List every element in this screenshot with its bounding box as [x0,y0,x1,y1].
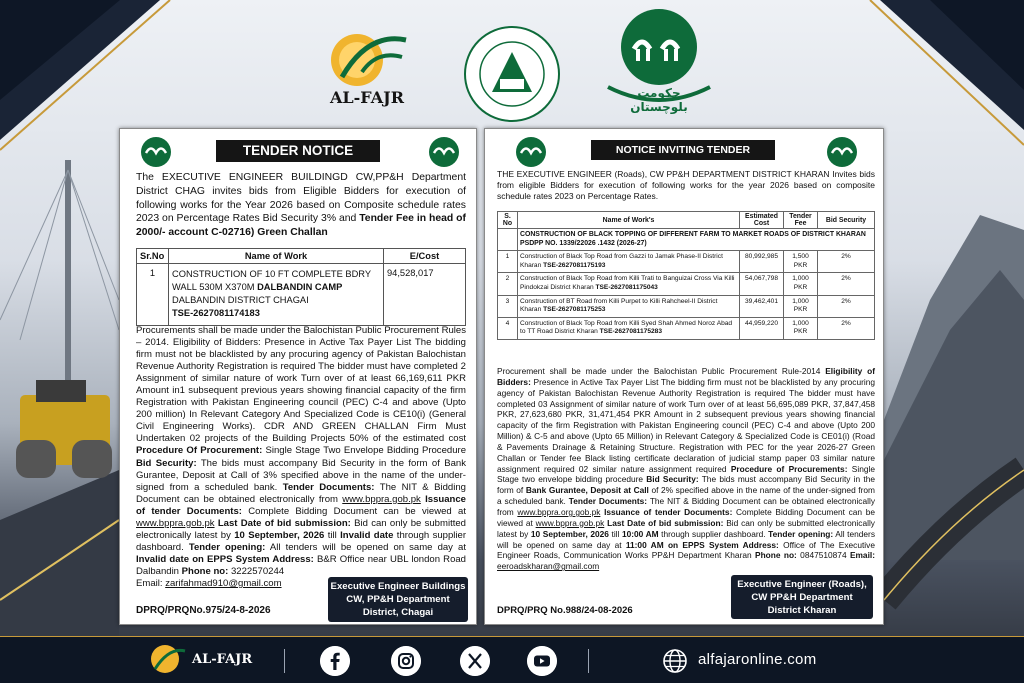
bppra-link[interactable]: www.bppra.org.gob.pk [517,506,601,517]
email-link[interactable]: eeroadskharan@gmail.com [497,561,600,572]
bppra-link[interactable]: www.bppra.gob.pk [342,493,421,505]
balochistan-seal-right-icon [822,135,862,171]
notice2-signature: Executive Engineer (Roads), CW PP&H Department District Kharan [731,575,873,619]
notice2-body: Procurement shall be made under the Balochistan Public Procurement Rule-2014 Eligibility of Bidders: Presence in Active Tax Payer List The bidding firm must not be blacklisted by any procuring agency of Pakistan Balochistan Revenue Authority Registration is required The bidder must have completed 03 Assignment of similar nature of work Turn over of at least 56,695,089 PKR, 37,847,458 PKR, 27,623,680 PKR, 31,471,454 PKR Amount in 2 subsequent previous years showing financial capacity of the firm Registration with Pakistan Engineering council (PEC) C-4 and above (Upto 200 Million) & C-5 and above (Upto 65 Million) in Relevant Category & Specialized Code is CE01(i) (Road & Pavements Drainage & Retaining Structure. Registration with PEC for the year 2026-27 Green Challan or Tender fee Black listing certificate declaration of judicial stamp paper 03 similar nature assignment required 02 similar nature assignment required Procedure of Procurements: Single Stage two envelope bidding procedure Bid Security: The bids must accompany Bid Security in the form of Bank Gurantee, Deposit at Call of 2% specified above in the name of the under-signed from a scheduled bank. Tender Documents: The NIT & Bidding Document can be obtained electronically from www.bppra.org.gob.pk Issuance of tender Documents: Complete Bidding Document can be viewed at www.bppra.gob.pk Last Date of bid submission: Bid can only be submitted electronically latest by 10 September, 2026 till 10:00 AM through supplier dashboard. Tender opening: All tenders will be opened on same day at 11:00 AM on EPPS System Address: Office of The Executive Engineer Roads, Communication Works PP&H Department Kharan Phone no: 0847510874 Email: eeroadskharan@gmail.com [497,366,876,572]
footer-brand: AL-FAJR [192,652,253,667]
balochistan-seal-right-icon [424,135,464,171]
notice1-intro: The EXECUTIVE ENGINEER BUILDINGD CW,PP&H Department District CHAG invites bids from Eligible Bidders for execution of following works for the Year 2026 based on Composite schedule rates 2023 on Percentage Rates Bid Security 3% and Tender Fee in head of 2000/- account C-02716) Green Challan [136,172,466,239]
table-row: 4 Construction of Black Top Road from Killi Syed Shah Ahmed Noroz Abad to TT Road District Kharan TSE-2627081175283 44,959,220 1,000 PKR 2% [498,317,875,339]
x-icon[interactable] [460,646,490,676]
government-of-balochistan-urdu: حکومت بلوچستان [630,86,688,114]
notice1-works-table [136,248,466,326]
balochistan-seal-left-icon [136,135,176,171]
tender-notice-panel [119,128,477,625]
notice1-reference: DPRQ/PRQNo.975/24-8-2026 [136,605,271,616]
table-row: 3 Construction of BT Road from Killi Purpet to Killi Rahcheel-II District Kharan TSE-2627081175253 39,462,401 1,000 PKR 2% [498,295,875,317]
table-group-row: CONSTRUCTION OF BLACK TOPPING OF DIFFERENT FARM TO MARKET ROADS OF DISTRICT KHARAN PSDPP NO. 1339/22026 .1432 (2026-27) [498,229,875,251]
notice2-intro: THE EXECUTIVE ENGINEER (Roads), CW PP&H DEPARTMENT DISTRICT KHARAN Invites bids from eligible Bidders for execution of following works for the year 2026 based on composite schedule rates 2023 on Percentage Rates. [497,169,875,202]
notice2-reference: DPRQ/PRQ No.988/24-08-2026 [497,605,633,616]
table-row: 1 Construction of Black Top Road from Gazzi to Jamak Phase-II District Kharan TSE-2627081175193 80,992,985 1,500 PKR 2% [498,251,875,273]
table-header-row: S. No Name of Work's Estimated Cost Tender Fee Bid Security [498,212,875,229]
bppra-link[interactable]: www.bppra.gob.pk [535,517,605,528]
facebook-icon[interactable] [320,646,350,676]
al-fajr-logo-label: AL-FAJR [330,88,405,107]
balochistan-seal-left-icon [511,135,551,171]
notice2-works-table [497,211,875,340]
notice1-body: Procurements shall be made under the Balochistan Public Procurement Rules – 2014. Eligibility of Bidders: Presence in Active Tax Payer List The bidding firm must not be blacklisted by any procuring agency of Pakistan Balochistan Revenue Authority Registration is required The bidder must have completed 2 Assignment of similar nature of work Turn over of at least 66,169,611 PKR Amount in1 subsequent previous years showing financial capacity of the firm Registration with Pakistan Engineering council (PEC) C-4 and above (Upto 200 million) In Relevant Category And Specialized Code is CE10(i) (General Civil Engineering Works). CDR AND GREEN CHALLAN Firm Must Undertaken 02 projects of the Building Projects 50% of the estimated cost Procedure Of Procurement: Single Stage Two Envelope Bidding Procedure Bid Security: The bids must accompany Bid Security in the form of Bank Gurantee, Deposit at Call of 3% specified above in the name of the under-signed from a scheduled bank. Tender Documents: The NIT & Bidding Document can be obtained electronically from www.bppra.gob.pk Issuance of tender Documents: Complete Bidding Document can be viewed at www.bppra.gob.pk Last Date of bid submission: Bid can only be submitted electronically latest by 10 September, 2026 till Invalid date through supplier dashboard. Tender opening: All tenders will be opened on same day at Invalid date on EPPS System Address: B&R Office near UBL london Road Dalbandin Phone no: 3222570244 Email: zarifahmad910@gmail.com [136,325,467,589]
notice1-signature: Executive Engineer Buildings CW, PP&H Department District, Chagai [328,577,468,622]
table-row: 2 Construction of Black Top Road from Killi Trati to Banguizai Cross Via Killi Pindokzai District Kharan TSE-2627081175043 54,067,798 1,000 PKR 2% [498,273,875,295]
bppra-link[interactable]: www.bppra.gob.pk [136,517,215,529]
tender-notice-title: TENDER NOTICE [216,140,380,162]
table-header-row: Sr.No Name of Work E/Cost [137,249,466,264]
footer-divider [588,649,589,673]
footer-website-link[interactable]: alfajaronline.com [698,651,817,668]
notice-inviting-tender-panel [484,128,884,625]
al-fajr-logo [322,22,414,92]
youtube-icon[interactable] [527,646,557,676]
instagram-icon[interactable] [391,646,421,676]
globe-icon[interactable] [662,648,688,674]
notice-inviting-tender-title: NOTICE INVITING TENDER [591,140,775,160]
table-row: 1 CONSTRUCTION OF 10 FT COMPLETE BDRY WALL 530M X370M DALBANDIN CAMP DALBANDIN DISTRICT CHAGAI TSE-2627081174183 94,528,017 [137,264,466,326]
footer-logo-icon [147,641,187,677]
email-link[interactable]: zarifahmad910@gmail.com [165,577,282,589]
footer-divider [284,649,285,673]
dpr-balochistan-seal [462,24,562,124]
